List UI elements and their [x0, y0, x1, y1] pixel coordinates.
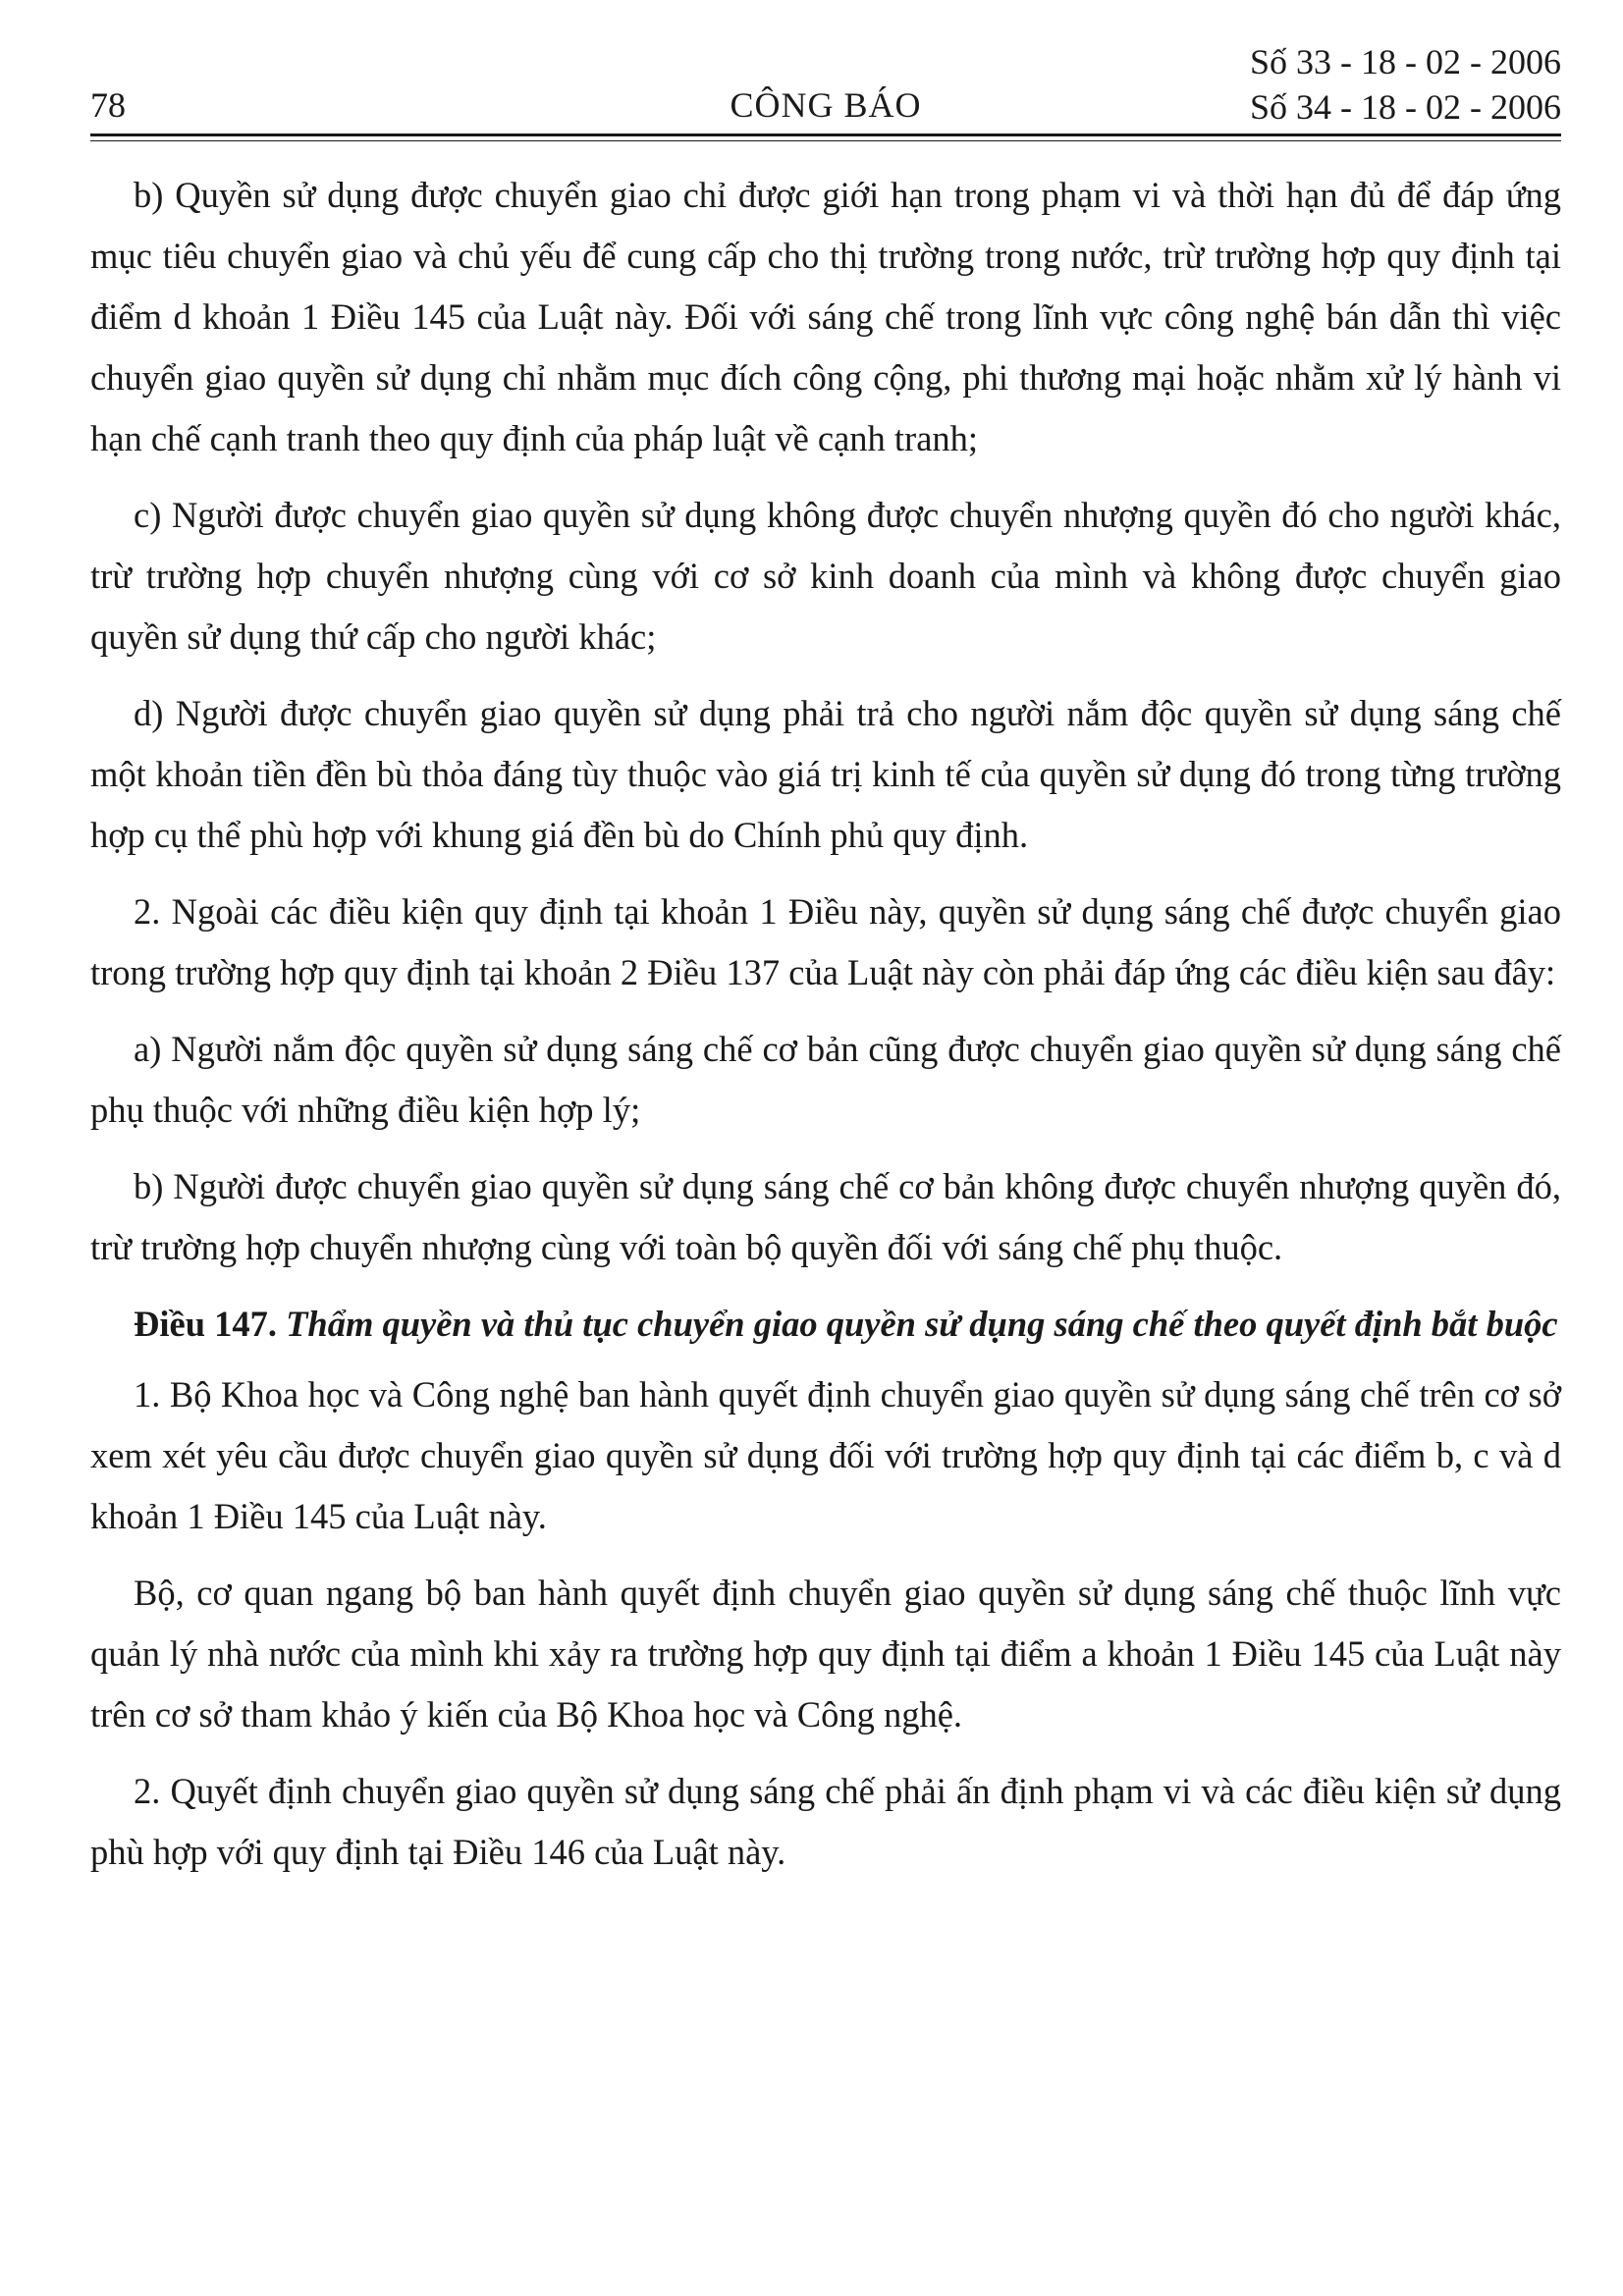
article-title: Thẩm quyền và thủ tục chuyển giao quyền sử dụng sáng chế theo quyết định bắt buộc: [286, 1304, 1558, 1344]
header-rule-thick: [90, 133, 1561, 136]
page-header: [90, 39, 1561, 128]
issue-number-2: Số 34 - 18 - 02 - 2006: [1250, 87, 1561, 127]
issue-number-1: Số 33 - 18 - 02 - 2006: [1250, 42, 1561, 81]
issue-numbers: [1250, 39, 1561, 130]
article-number: Điều 147.: [134, 1304, 277, 1344]
journal-title: CÔNG BÁO: [730, 85, 922, 125]
paragraph-clause-2-point-a: a) Người nắm độc quyền sử dụng sáng chế cơ bản cũng được chuyển giao quyền sử dụng sáng chế phụ thuộc với những điều kiện hợp lý;: [90, 1029, 1561, 1130]
header-rule-thin: [90, 140, 1561, 141]
article-heading: [90, 1294, 1561, 1355]
article-clause-1-continued: Bộ, cơ quan ngang bộ ban hành quyết định chuyển giao quyền sử dụng sáng chế thuộc lĩnh vực quản lý nhà nước của mình khi xảy ra trường hợp quy định tại điểm a khoản 1 Điều 145 của Luật này trên cơ sở tham khảo ý kiến của Bộ Khoa học và Công nghệ.: [90, 1573, 1561, 1735]
paragraph-clause-2: 2. Ngoài các điều kiện quy định tại khoản 1 Điều này, quyền sử dụng sáng chế được chuyển giao trong trường hợp quy định tại khoản 2 Điều 137 của Luật này còn phải đáp ứng các điều kiện sau đây:: [90, 891, 1561, 992]
page-number: 78: [90, 85, 126, 125]
paragraph-clause-2-point-b: b) Người được chuyển giao quyền sử dụng sáng chế cơ bản không được chuyển nhượng quyền đó, trừ trường hợp chuyển nhượng cùng với toàn bộ quyền đối với sáng chế phụ thuộc.: [90, 1166, 1561, 1267]
article-clause-1: 1. Bộ Khoa học và Công nghệ ban hành quyết định chuyển giao quyền sử dụng sáng chế trên cơ sở xem xét yêu cầu được chuyển giao quyền sử dụng đối với trường hợp quy định tại các điểm b, c và d khoản 1 Điều 145 của Luật này.: [90, 1374, 1561, 1536]
paragraph-point-d: d) Người được chuyển giao quyền sử dụng phải trả cho người nắm độc quyền sử dụng sáng chế một khoản tiền đền bù thỏa đáng tùy thuộc vào giá trị kinh tế của quyền sử dụng đó trong từng trường hợp cụ thể phù hợp với khung giá đền bù do Chính phủ quy định.: [90, 693, 1561, 855]
paragraph-point-b: b) Quyền sử dụng được chuyển giao chỉ được giới hạn trong phạm vi và thời hạn đủ để đáp ứng mục tiêu chuyển giao và chủ yếu để cung cấp cho thị trường trong nước, trừ trường hợp quy định tại điểm d khoản 1 Điều 145 của Luật này. Đối với sáng chế trong lĩnh vực công nghệ bán dẫn thì việc chuyển giao quyền sử dụng chỉ nhằm mục đích công cộng, phi thương mại hoặc nhằm xử lý hành vi hạn chế cạnh tranh theo quy định của pháp luật về cạnh tranh;: [90, 175, 1561, 458]
paragraph-point-c: c) Người được chuyển giao quyền sử dụng không được chuyển nhượng quyền đó cho người khác, trừ trường hợp chuyển nhượng cùng với cơ sở kinh doanh của mình và không được chuyển giao quyền sử dụng thứ cấp cho người khác;: [90, 495, 1561, 657]
article-clause-2: 2. Quyết định chuyển giao quyền sử dụng sáng chế phải ấn định phạm vi và các điều kiện sử dụng phù hợp với quy định tại Điều 146 của Luật này.: [90, 1771, 1561, 1872]
document-body: [90, 165, 1561, 1898]
